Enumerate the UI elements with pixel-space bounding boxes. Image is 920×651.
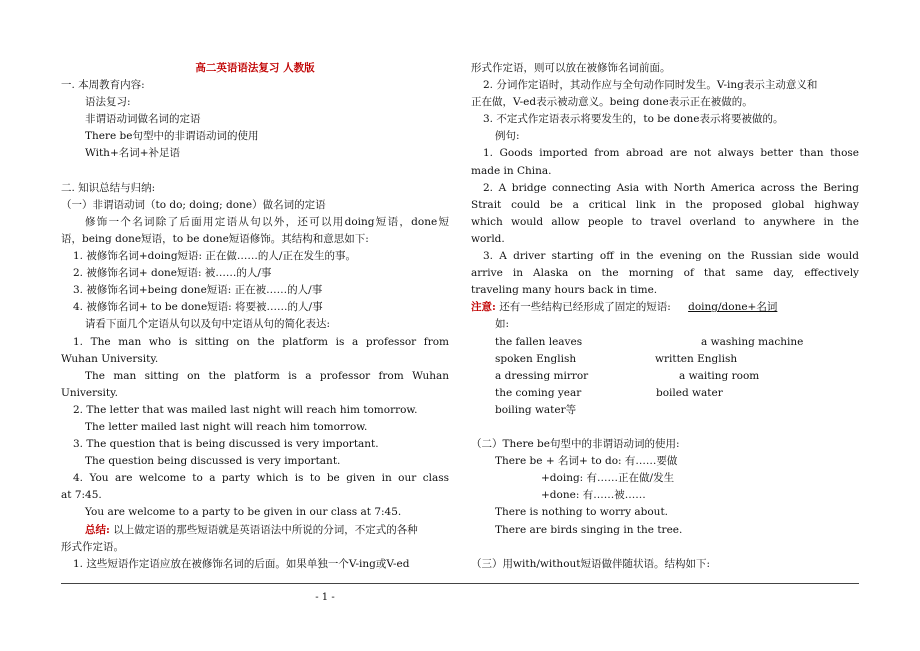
left-column [61,60,449,573]
text-line: 语，being done短语，to be done短语修饰。其结构和意思如下: [61,232,369,245]
phrase: written English [655,352,738,365]
example-line: world. [471,232,505,245]
phrase: spoken English [495,352,577,365]
blank-line [471,539,859,556]
text-line: 如: [495,318,510,331]
text-line: 修饰一个名词除了后面用定语从句以外，还可以用doing短语，done短 [85,215,449,228]
subsection-heading: （一）非谓语动词（to do; doing; done）做名词的定语 [61,198,326,211]
text-line: With+名词+补足语 [85,147,181,160]
example-line: The man sitting on the platform is a professor from Wuhan [85,369,449,382]
phrase: a dressing mirror [495,369,589,382]
phrase-row [471,334,859,351]
list-item: 1. 被修饰名词+doing短语: 正在做……的人/正在发生的事。 [73,250,356,263]
example-line: 3. The question that is being discussed is very important. [73,438,379,451]
list-item: 2. 被修饰名词+ done短语: 被……的人/事 [73,267,272,280]
list-item: 3. 不定式作定语表示将要发生的，to be done表示将要被做的。 [483,113,784,126]
subsection-heading: （三）用with/without短语做伴随状语。结构如下: [471,557,711,570]
phrase-row [471,368,859,385]
list-item: 1. 这些短语作定语应放在被修饰名词的后面。如果单独一个V-ing或V-ed [73,557,410,570]
section-heading: 二. 知识总结与归纳: [61,181,156,194]
blank-line [61,163,449,180]
summary-text: 以上做定语的那些短语就是英语语法中所说的分词，不定式的各种 [109,523,418,536]
document-title: 高二英语语法复习 人教版 [195,62,315,74]
text-line: 非谓语动词做名词的定语 [85,113,201,126]
text-line: 语法复习: [85,96,131,109]
text-line: 请看下面几个定语从句以及句中定语从句的简化表达: [85,318,331,331]
example-line: Strait could be a critical link in the proposed global highway [471,198,859,211]
text-line: 形式作定语。 [61,540,124,553]
example-line: at 7:45. [61,489,102,502]
example-line: 3. A driver starting off in the evening on the Russian side would [483,250,859,263]
example-line: You are welcome to a party to be given in our class at 7:45. [85,506,402,519]
phrase-row [471,385,859,402]
phrase: a waiting room [679,369,760,382]
note-label: 注意: [471,301,496,314]
summary-label: 总结: [85,523,110,536]
example-line: 1. Goods imported from abroad are not always better than those [483,147,859,160]
example-line: There is nothing to worry about. [495,506,668,519]
list-item: 4. 被修饰名词+ to be done短语: 将要被……的人/事 [73,301,323,314]
text-line: 正在做，V-ed表示被动意义。being done表示正在被做的。 [471,96,753,109]
pattern-line: +done: 有……被…… [541,489,646,502]
subsection-heading: （二）There be句型中的非谓语动词的使用: [471,438,680,451]
section-heading: 一. 本周教育内容: [61,79,145,92]
list-item: 3. 被修饰名词+being done短语: 正在被……的人/事 [73,284,323,297]
example-line: traveling many hours back in time. [471,284,658,297]
note-pattern: doing/done+名词 [688,301,778,314]
text-line: 形式作定语，则可以放在被修饰名词前面。 [471,62,671,74]
example-line: made in China. [471,164,552,177]
example-line: 2. The letter that was mailed last night will reach him tomorrow. [73,403,418,416]
example-line: arrive in Alaska on the morning of that same day, effectively [471,267,859,280]
pattern-line: +doing: 有……正在做/发生 [541,472,675,485]
list-item: 2. 分词作定语时，其动作应与全句动作同时发生。V-ing表示主动意义和 [483,79,818,92]
phrase: the fallen leaves [495,335,583,348]
phrase-row [471,351,859,368]
phrase: a washing machine [701,335,804,348]
example-line: The letter mailed last night will reach him tomorrow. [85,420,368,433]
summary-line [61,522,449,539]
phrase-row: boiling water等 [495,403,577,416]
example-line: 4. You are welcome to a party which is to be given in our class [73,472,449,485]
example-line: 1. The man who is sitting on the platform is a professor from [73,335,449,348]
text-line: There be句型中的非谓语动词的使用 [85,130,259,143]
examples-heading: 例句: [495,130,520,143]
footer-divider [61,583,859,584]
page-number: - 1 - [315,592,335,603]
pattern-line: There be + 名词+ to do: 有……要做 [495,455,678,468]
right-column [471,60,859,573]
phrase: the coming year [495,386,582,399]
example-line: The question being discussed is very important. [85,455,341,468]
example-line: 2. A bridge connecting Asia with North America across the Bering [483,181,859,194]
phrase: boiled water [656,386,723,399]
example-line: which would allow people to travel overland to anywhere in the [471,215,859,228]
example-line: There are birds singing in the tree. [495,523,683,536]
note-line [471,299,859,316]
example-line: Wuhan University. [61,352,159,365]
note-text: 还有一些结构已经形成了固定的短语: [495,301,675,314]
blank-line [471,419,859,436]
example-line: University. [61,386,118,399]
